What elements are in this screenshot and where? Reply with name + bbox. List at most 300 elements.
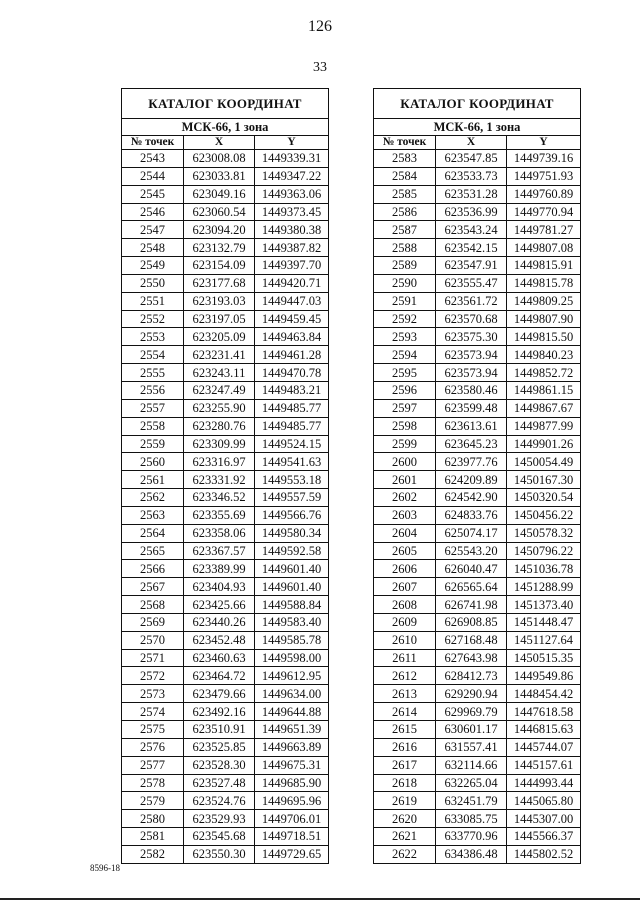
table-row [122,578,329,596]
point-number-cell: 2544 [122,167,184,185]
x-coordinate-cell: 623331.92 [184,471,255,489]
y-coordinate-cell: 1449861.15 [507,381,581,399]
coordinate-catalog-table-left [121,88,329,864]
table-row [122,399,329,417]
point-number-cell: 2573 [122,685,184,703]
x-coordinate-cell: 623573.94 [436,346,507,364]
bottom-edge-line [0,898,640,900]
y-coordinate-cell: 1449612.95 [255,667,329,685]
point-number-cell: 2571 [122,649,184,667]
y-coordinate-cell: 1448454.42 [507,685,581,703]
table-row [122,756,329,774]
y-coordinate-cell: 1449815.50 [507,328,581,346]
point-number-cell: 2622 [374,845,436,863]
point-number-cell: 2616 [374,738,436,756]
point-number-cell: 2619 [374,792,436,810]
point-number-cell: 2621 [374,828,436,846]
y-coordinate-cell: 1451448.47 [507,613,581,631]
x-coordinate-cell: 623197.05 [184,310,255,328]
table-row [374,239,581,257]
y-coordinate-cell: 1450320.54 [507,489,581,507]
y-coordinate-cell: 1449541.63 [255,453,329,471]
x-coordinate-cell: 627168.48 [436,631,507,649]
point-number-cell: 2588 [374,239,436,257]
coordinate-catalog-table-right [373,88,581,864]
x-coordinate-cell: 623570.68 [436,310,507,328]
table-row [374,828,581,846]
table-row [122,596,329,614]
point-number-cell: 2557 [122,399,184,417]
x-coordinate-cell: 623255.90 [184,399,255,417]
table-row [374,756,581,774]
table-row [374,399,581,417]
x-coordinate-cell: 623193.03 [184,292,255,310]
x-coordinate-cell: 625543.20 [436,542,507,560]
x-coordinate-cell: 623550.30 [184,845,255,863]
x-coordinate-cell: 623464.72 [184,667,255,685]
y-coordinate-cell: 1449463.84 [255,328,329,346]
x-coordinate-cell: 623545.68 [184,828,255,846]
catalog-zone: МСК-66, 1 зона [374,119,581,136]
table-row [122,667,329,685]
x-coordinate-cell: 625074.17 [436,524,507,542]
table-row [374,203,581,221]
x-coordinate-cell: 623575.30 [436,328,507,346]
y-coordinate-cell: 1449877.99 [507,417,581,435]
table-row [374,613,581,631]
point-number-cell: 2606 [374,560,436,578]
x-coordinate-cell: 623280.76 [184,417,255,435]
table-row [374,810,581,828]
x-coordinate-cell: 623536.99 [436,203,507,221]
y-coordinate-cell: 1449549.86 [507,667,581,685]
y-coordinate-cell: 1449807.90 [507,310,581,328]
table-row [374,542,581,560]
table-row [374,631,581,649]
y-coordinate-cell: 1449601.40 [255,560,329,578]
point-number-cell: 2592 [374,310,436,328]
y-coordinate-cell: 1449867.67 [507,399,581,417]
point-number-cell: 2554 [122,346,184,364]
x-coordinate-cell: 633770.96 [436,828,507,846]
point-number-cell: 2564 [122,524,184,542]
point-number-cell: 2607 [374,578,436,596]
point-number-cell: 2593 [374,328,436,346]
table-row [374,257,581,275]
point-number-cell: 2569 [122,613,184,631]
y-coordinate-cell: 1449339.31 [255,150,329,168]
x-coordinate-cell: 623243.11 [184,364,255,382]
x-coordinate-cell: 630601.17 [436,721,507,739]
x-coordinate-cell: 623645.23 [436,435,507,453]
point-number-cell: 2614 [374,703,436,721]
table-row [374,274,581,292]
table-row [122,560,329,578]
point-number-cell: 2579 [122,792,184,810]
point-number-cell: 2618 [374,774,436,792]
table-row [374,792,581,810]
table-row [122,257,329,275]
table-row [374,364,581,382]
table-row [122,346,329,364]
x-coordinate-cell: 623452.48 [184,631,255,649]
x-coordinate-cell: 623440.26 [184,613,255,631]
x-coordinate-cell: 623573.94 [436,364,507,382]
x-coordinate-cell: 626565.64 [436,578,507,596]
y-coordinate-cell: 1449809.25 [507,292,581,310]
x-coordinate-cell: 623525.85 [184,738,255,756]
table-row [374,667,581,685]
y-coordinate-cell: 1449644.88 [255,703,329,721]
x-coordinate-cell: 623049.16 [184,185,255,203]
table-row [374,845,581,863]
point-number-cell: 2567 [122,578,184,596]
x-coordinate-cell: 623510.91 [184,721,255,739]
table-row [374,596,581,614]
point-number-cell: 2550 [122,274,184,292]
y-coordinate-cell: 1451373.40 [507,596,581,614]
y-coordinate-cell: 1449815.91 [507,257,581,275]
table-row [122,150,329,168]
point-number-cell: 2584 [374,167,436,185]
point-number-cell: 2585 [374,185,436,203]
point-number-cell: 2613 [374,685,436,703]
point-number-cell: 2590 [374,274,436,292]
x-coordinate-cell: 623132.79 [184,239,255,257]
table-row [122,506,329,524]
table-row [122,167,329,185]
x-coordinate-cell: 628412.73 [436,667,507,685]
x-coordinate-cell: 623346.52 [184,489,255,507]
point-number-cell: 2552 [122,310,184,328]
table-row [122,221,329,239]
x-coordinate-cell: 623205.09 [184,328,255,346]
table-row [122,738,329,756]
x-coordinate-cell: 623177.68 [184,274,255,292]
y-coordinate-cell: 1449583.40 [255,613,329,631]
y-coordinate-cell: 1449588.84 [255,596,329,614]
point-number-cell: 2582 [122,845,184,863]
point-number-cell: 2602 [374,489,436,507]
point-number-cell: 2553 [122,328,184,346]
table-row [122,435,329,453]
table-row [374,435,581,453]
y-coordinate-cell: 1445566.37 [507,828,581,846]
y-coordinate-cell: 1450167.30 [507,471,581,489]
table-row [122,274,329,292]
y-coordinate-cell: 1450054.49 [507,453,581,471]
y-coordinate-cell: 1449729.65 [255,845,329,863]
y-coordinate-cell: 1449524.15 [255,435,329,453]
table-row [374,417,581,435]
x-coordinate-cell: 623547.91 [436,257,507,275]
x-coordinate-cell: 623404.93 [184,578,255,596]
catalog-body [374,150,581,864]
y-coordinate-cell: 1449459.45 [255,310,329,328]
y-coordinate-cell: 1449706.01 [255,810,329,828]
table-row [122,613,329,631]
x-coordinate-cell: 623547.85 [436,150,507,168]
x-coordinate-cell: 634386.48 [436,845,507,863]
point-number-cell: 2572 [122,667,184,685]
table-row [374,292,581,310]
table-row [122,417,329,435]
x-coordinate-cell: 623389.99 [184,560,255,578]
point-number-cell: 2600 [374,453,436,471]
y-coordinate-cell: 1450578.32 [507,524,581,542]
y-coordinate-cell: 1449739.16 [507,150,581,168]
y-coordinate-cell: 1449363.06 [255,185,329,203]
x-coordinate-cell: 623094.20 [184,221,255,239]
y-coordinate-cell: 1449781.27 [507,221,581,239]
y-coordinate-cell: 1445744.07 [507,738,581,756]
x-coordinate-cell: 623033.81 [184,167,255,185]
point-number-cell: 2601 [374,471,436,489]
column-header-y: Y [507,136,581,150]
x-coordinate-cell: 623479.66 [184,685,255,703]
table-row [374,685,581,703]
y-coordinate-cell: 1449685.90 [255,774,329,792]
x-coordinate-cell: 623231.41 [184,346,255,364]
table-row [374,738,581,756]
x-coordinate-cell: 624833.76 [436,506,507,524]
x-coordinate-cell: 632114.66 [436,756,507,774]
y-coordinate-cell: 1449470.78 [255,364,329,382]
y-coordinate-cell: 1449751.93 [507,167,581,185]
y-coordinate-cell: 1449380.38 [255,221,329,239]
y-coordinate-cell: 1449651.39 [255,721,329,739]
x-coordinate-cell: 629969.79 [436,703,507,721]
y-coordinate-cell: 1451127.64 [507,631,581,649]
y-coordinate-cell: 1446815.63 [507,721,581,739]
table-row [122,239,329,257]
x-coordinate-cell: 623531.28 [436,185,507,203]
point-number-cell: 2617 [374,756,436,774]
point-number-cell: 2556 [122,381,184,399]
catalog-body [122,150,329,864]
table-row [374,453,581,471]
column-header-y: Y [255,136,329,150]
x-coordinate-cell: 632451.79 [436,792,507,810]
y-coordinate-cell: 1449840.23 [507,346,581,364]
x-coordinate-cell: 633085.75 [436,810,507,828]
point-number-cell: 2620 [374,810,436,828]
x-coordinate-cell: 623247.49 [184,381,255,399]
point-number-cell: 2555 [122,364,184,382]
table-row [122,792,329,810]
y-coordinate-cell: 1451288.99 [507,578,581,596]
y-coordinate-cell: 1449447.03 [255,292,329,310]
y-coordinate-cell: 1451036.78 [507,560,581,578]
table-row [122,703,329,721]
table-row [122,292,329,310]
x-coordinate-cell: 623527.48 [184,774,255,792]
y-coordinate-cell: 1449461.28 [255,346,329,364]
table-row [374,774,581,792]
table-row [122,774,329,792]
y-coordinate-cell: 1449695.96 [255,792,329,810]
y-coordinate-cell: 1449485.77 [255,417,329,435]
x-coordinate-cell: 624542.90 [436,489,507,507]
point-number-cell: 2568 [122,596,184,614]
point-number-cell: 2615 [374,721,436,739]
point-number-cell: 2605 [374,542,436,560]
point-number-cell: 2609 [374,613,436,631]
catalog-title: КАТАЛОГ КООРДИНАТ [122,89,329,119]
y-coordinate-cell: 1449901.26 [507,435,581,453]
table-row [374,489,581,507]
point-number-cell: 2608 [374,596,436,614]
table-row [374,346,581,364]
table-row [122,471,329,489]
table-row [374,221,581,239]
y-coordinate-cell: 1449598.00 [255,649,329,667]
y-coordinate-cell: 1449420.71 [255,274,329,292]
x-coordinate-cell: 623599.48 [436,399,507,417]
x-coordinate-cell: 623425.66 [184,596,255,614]
point-number-cell: 2594 [374,346,436,364]
column-header-point-number: № точек [122,136,184,150]
point-number-cell: 2581 [122,828,184,846]
point-number-cell: 2559 [122,435,184,453]
point-number-cell: 2591 [374,292,436,310]
table-row [122,685,329,703]
x-coordinate-cell: 623358.06 [184,524,255,542]
y-coordinate-cell: 1449483.21 [255,381,329,399]
point-number-cell: 2566 [122,560,184,578]
point-number-cell: 2546 [122,203,184,221]
column-header-x: X [436,136,507,150]
table-row [374,649,581,667]
point-number-cell: 2551 [122,292,184,310]
x-coordinate-cell: 623528.30 [184,756,255,774]
x-coordinate-cell: 623529.93 [184,810,255,828]
y-coordinate-cell: 1445157.61 [507,756,581,774]
y-coordinate-cell: 1449807.08 [507,239,581,257]
table-row [374,524,581,542]
x-coordinate-cell: 623533.73 [436,167,507,185]
point-number-cell: 2562 [122,489,184,507]
point-number-cell: 2596 [374,381,436,399]
y-coordinate-cell: 1449557.59 [255,489,329,507]
y-coordinate-cell: 1445802.52 [507,845,581,863]
x-coordinate-cell: 623555.47 [436,274,507,292]
x-coordinate-cell: 623154.09 [184,257,255,275]
x-coordinate-cell: 624209.89 [436,471,507,489]
table-row [122,828,329,846]
x-coordinate-cell: 623060.54 [184,203,255,221]
table-row [122,649,329,667]
y-coordinate-cell: 1449347.22 [255,167,329,185]
table-row [122,810,329,828]
table-row [122,845,329,863]
x-coordinate-cell: 623316.97 [184,453,255,471]
y-coordinate-cell: 1450796.22 [507,542,581,560]
x-coordinate-cell: 623008.08 [184,150,255,168]
x-coordinate-cell: 626040.47 [436,560,507,578]
y-coordinate-cell: 1449718.51 [255,828,329,846]
y-coordinate-cell: 1444993.44 [507,774,581,792]
table-row [122,631,329,649]
y-coordinate-cell: 1449585.78 [255,631,329,649]
page-number: 126 [308,18,332,35]
x-coordinate-cell: 629290.94 [436,685,507,703]
y-coordinate-cell: 1449373.45 [255,203,329,221]
y-coordinate-cell: 1449485.77 [255,399,329,417]
x-coordinate-cell: 623613.61 [436,417,507,435]
y-coordinate-cell: 1449566.76 [255,506,329,524]
point-number-cell: 2599 [374,435,436,453]
point-number-cell: 2586 [374,203,436,221]
table-row [122,453,329,471]
y-coordinate-cell: 1450456.22 [507,506,581,524]
x-coordinate-cell: 623542.15 [436,239,507,257]
point-number-cell: 2543 [122,150,184,168]
y-coordinate-cell: 1450515.35 [507,649,581,667]
y-coordinate-cell: 1447618.58 [507,703,581,721]
y-coordinate-cell: 1449770.94 [507,203,581,221]
point-number-cell: 2578 [122,774,184,792]
point-number-cell: 2576 [122,738,184,756]
point-number-cell: 2598 [374,417,436,435]
y-coordinate-cell: 1449760.89 [507,185,581,203]
x-coordinate-cell: 631557.41 [436,738,507,756]
x-coordinate-cell: 623977.76 [436,453,507,471]
table-row [122,524,329,542]
y-coordinate-cell: 1449592.58 [255,542,329,560]
y-coordinate-cell: 1445307.00 [507,810,581,828]
point-number-cell: 2595 [374,364,436,382]
point-number-cell: 2549 [122,257,184,275]
catalog-title: КАТАЛОГ КООРДИНАТ [374,89,581,119]
table-row [374,506,581,524]
table-row [122,542,329,560]
catalog-zone: МСК-66, 1 зона [122,119,329,136]
point-number-cell: 2583 [374,150,436,168]
table-row [374,150,581,168]
x-coordinate-cell: 632265.04 [436,774,507,792]
x-coordinate-cell: 623492.16 [184,703,255,721]
x-coordinate-cell: 623309.99 [184,435,255,453]
table-row [374,310,581,328]
point-number-cell: 2597 [374,399,436,417]
table-row [374,167,581,185]
table-row [122,328,329,346]
x-coordinate-cell: 623543.24 [436,221,507,239]
point-number-cell: 2547 [122,221,184,239]
point-number-cell: 2574 [122,703,184,721]
point-number-cell: 2575 [122,721,184,739]
table-row [122,203,329,221]
table-row [374,560,581,578]
point-number-cell: 2577 [122,756,184,774]
x-coordinate-cell: 623524.76 [184,792,255,810]
point-number-cell: 2603 [374,506,436,524]
table-row [122,364,329,382]
y-coordinate-cell: 1449397.70 [255,257,329,275]
x-coordinate-cell: 623355.69 [184,506,255,524]
x-coordinate-cell: 623561.72 [436,292,507,310]
y-coordinate-cell: 1449852.72 [507,364,581,382]
point-number-cell: 2589 [374,257,436,275]
x-coordinate-cell: 626908.85 [436,613,507,631]
x-coordinate-cell: 623460.63 [184,649,255,667]
column-header-point-number: № точек [374,136,436,150]
y-coordinate-cell: 1445065.80 [507,792,581,810]
y-coordinate-cell: 1449387.82 [255,239,329,257]
point-number-cell: 2548 [122,239,184,257]
table-row [374,328,581,346]
